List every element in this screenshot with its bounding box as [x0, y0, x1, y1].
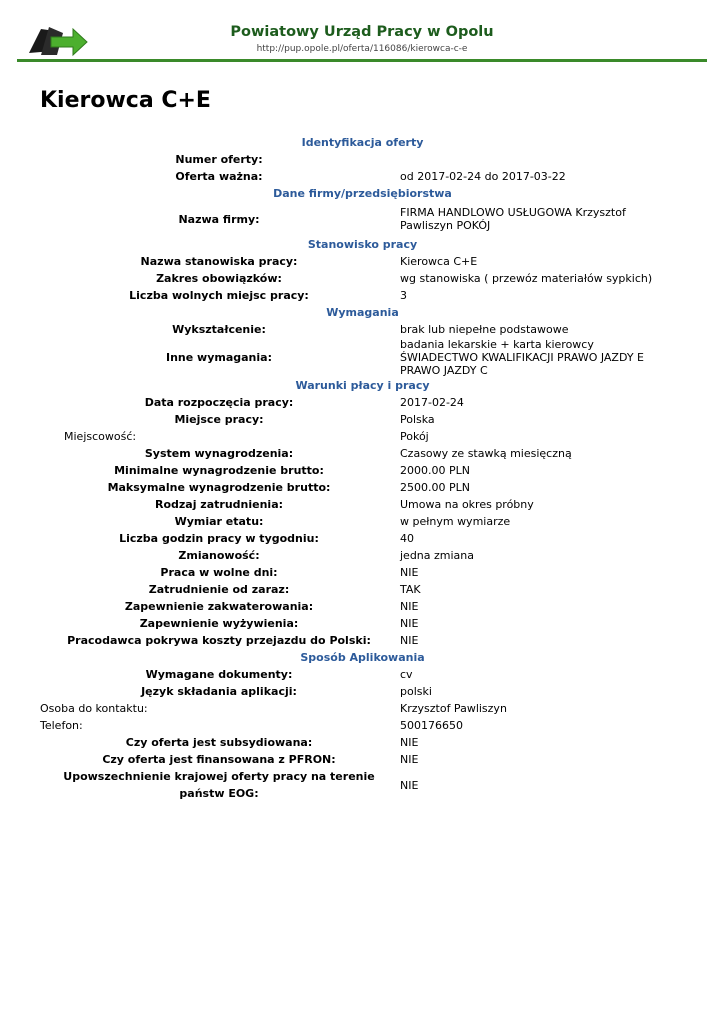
field-row — [40, 734, 700, 751]
field-row — [40, 547, 700, 564]
field-value: Kierowca C+E — [400, 255, 478, 268]
field-value: NIE — [400, 736, 419, 749]
field-row — [40, 253, 700, 270]
field-label: Zakres obowiązków: — [156, 272, 282, 285]
field-label: Osoba do kontaktu: — [40, 702, 148, 715]
field-value: FIRMA HANDLOWO USŁUGOWA Krzysztof Pawliszyn POKÓJ — [400, 206, 626, 232]
site-title: Powiatowy Urząd Pracy w Opolu — [230, 24, 494, 40]
field-value: NIE — [400, 778, 419, 792]
field-value: Krzysztof Pawliszyn — [400, 702, 507, 715]
field-value: 500176650 — [400, 719, 463, 732]
field-label: Nazwa firmy: — [178, 212, 260, 226]
field-row — [40, 411, 700, 428]
field-value: TAK — [400, 583, 421, 596]
field-row — [40, 751, 700, 768]
field-label: Upowszechnienie krajowej oferty pracy na terenie państw EOG: — [63, 770, 375, 800]
field-row — [40, 632, 700, 649]
field-row — [40, 598, 700, 615]
field-label: Miejscowość: — [64, 430, 137, 443]
field-row — [40, 530, 700, 547]
page-url[interactable]: http://pup.opole.pl/oferta/116086/kierowca-c-e — [256, 44, 468, 54]
field-row — [40, 321, 700, 338]
section-identyfikacja: Identyfikacja oferty — [301, 136, 424, 149]
section-wymagania: Wymagania — [326, 306, 399, 319]
field-value: NIE — [400, 634, 419, 647]
field-row — [40, 151, 700, 168]
field-row — [40, 479, 700, 496]
field-row — [40, 462, 700, 479]
field-value: Umowa na okres próbny — [400, 498, 534, 511]
field-value: w pełnym wymiarze — [400, 515, 511, 528]
field-label: Numer oferty: — [175, 153, 263, 166]
field-value: 2500.00 PLN — [400, 481, 470, 494]
field-value: brak lub niepełne podstawowe — [400, 323, 569, 336]
field-label: Pracodawca pokrywa koszty przejazdu do Polski: — [67, 634, 371, 647]
field-value: NIE — [400, 617, 419, 630]
field-row — [40, 666, 700, 683]
field-label: Wymiar etatu: — [174, 515, 264, 528]
field-value: od 2017-02-24 do 2017-03-22 — [400, 170, 566, 183]
section-warunki: Warunki płacy i pracy — [295, 379, 430, 392]
field-row — [40, 168, 700, 185]
field-row — [40, 581, 700, 598]
field-label: Wymagane dokumenty: — [145, 668, 293, 681]
field-row — [40, 513, 700, 530]
section-dane-firmy: Dane firmy/przedsiębiorstwa — [273, 187, 452, 200]
field-label: Miejsce pracy: — [174, 413, 264, 426]
page-header — [17, 0, 707, 62]
field-value: NIE — [400, 566, 419, 579]
field-label: Telefon: — [40, 719, 83, 732]
field-value: 2000.00 PLN — [400, 464, 470, 477]
field-row — [40, 717, 700, 734]
field-label: Wykształcenie: — [172, 323, 266, 336]
field-label: Czy oferta jest finansowana z PFRON: — [102, 753, 336, 766]
field-row — [40, 700, 700, 717]
field-row — [40, 338, 700, 377]
field-value: cv — [400, 668, 413, 681]
field-row — [40, 394, 700, 411]
field-value: 2017-02-24 — [400, 396, 464, 409]
field-row — [40, 615, 700, 632]
field-row — [40, 270, 700, 287]
field-value: Pokój — [400, 430, 429, 443]
field-value: 3 — [400, 289, 407, 302]
field-label: Data rozpoczęcia pracy: — [144, 396, 294, 409]
field-row — [40, 768, 700, 802]
field-value: badania lekarskie + karta kierowcy ŚWIADECTWO KWALIFIKACJI PRAWO JAZDY E PRAWO JAZDY C — [400, 338, 644, 377]
field-row — [40, 683, 700, 700]
field-label: Rodzaj zatrudnienia: — [154, 498, 284, 511]
field-label: Praca w wolne dni: — [160, 566, 278, 579]
field-label: Maksymalne wynagrodzenie brutto: — [107, 481, 331, 494]
field-row — [40, 564, 700, 581]
section-sposob: Sposób Aplikowania — [300, 651, 425, 664]
section-stanowisko: Stanowisko pracy — [307, 238, 418, 251]
field-label: Zatrudnienie od zaraz: — [148, 583, 290, 596]
field-label: Język składania aplikacji: — [141, 685, 297, 698]
field-row — [40, 496, 700, 513]
field-label: Liczba wolnych miejsc pracy: — [129, 289, 309, 302]
field-value: Polska — [400, 413, 435, 426]
field-label: Nazwa stanowiska pracy: — [140, 255, 298, 268]
field-value: NIE — [400, 600, 419, 613]
offer-details — [40, 134, 700, 802]
field-label: Zmianowość: — [178, 549, 260, 562]
field-row — [40, 428, 700, 445]
field-value: NIE — [400, 753, 419, 766]
field-row — [40, 202, 700, 236]
field-label: Liczba godzin pracy w tygodniu: — [119, 532, 319, 545]
header-divider — [17, 59, 707, 62]
job-title: Kierowca C+E — [40, 88, 211, 113]
field-label: Zapewnienie zakwaterowania: — [124, 600, 314, 613]
field-label: Minimalne wynagrodzenie brutto: — [114, 464, 324, 477]
field-value: 40 — [400, 532, 414, 545]
field-value: polski — [400, 685, 432, 698]
field-row — [40, 445, 700, 462]
field-row — [40, 287, 700, 304]
field-label: Zapewnienie wyżywienia: — [139, 617, 299, 630]
field-label: Inne wymagania: — [166, 351, 272, 364]
field-value: Czasowy ze stawką miesięczną — [400, 447, 572, 460]
field-value: wg stanowiska ( przewóz materiałów sypkich) — [400, 272, 653, 285]
field-label: System wynagrodzenia: — [144, 447, 294, 460]
field-label: Czy oferta jest subsydiowana: — [125, 736, 313, 749]
field-label: Oferta ważna: — [175, 170, 263, 183]
field-value: jedna zmiana — [400, 549, 475, 562]
